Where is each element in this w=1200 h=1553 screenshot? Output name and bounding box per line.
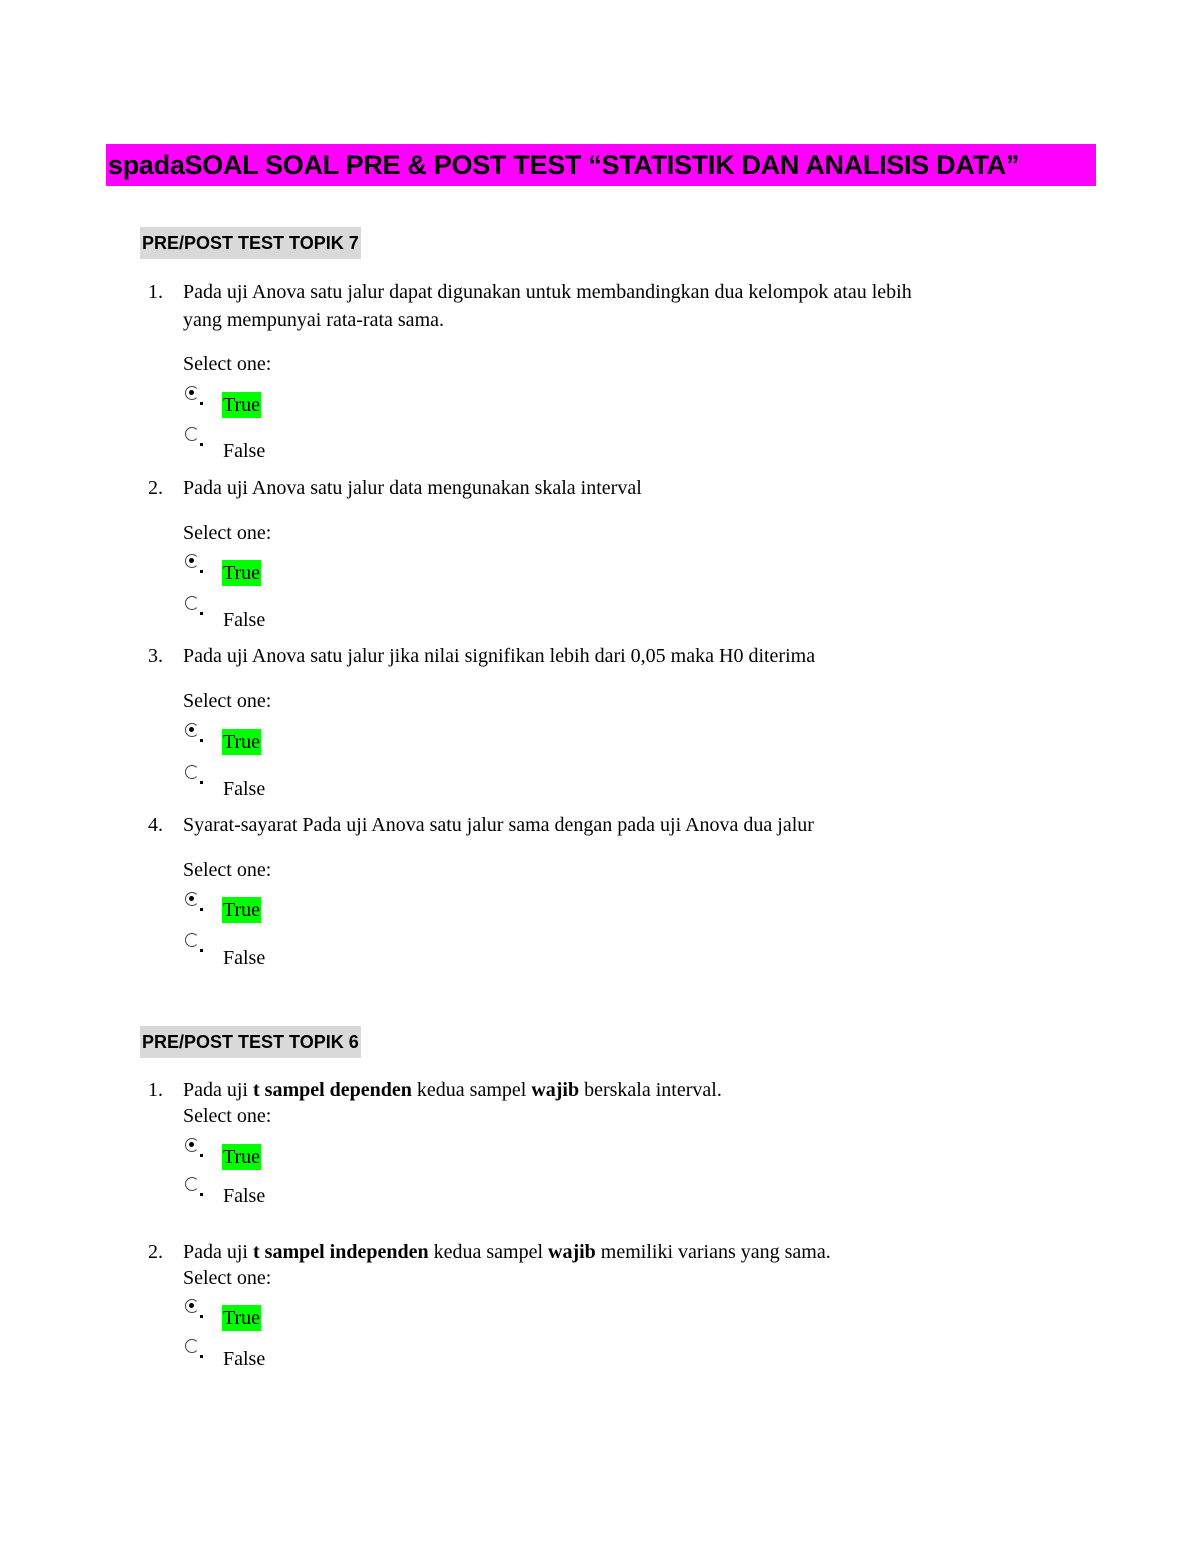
section-heading-topik-6: PRE/POST TEST TOPIK 6 (140, 1026, 361, 1058)
question-text-line: Pada uji Anova satu jalur dapat digunakan untuk membandingkan dua kelompok atau lebih (183, 281, 912, 303)
question-text: Syarat-sayarat Pada uji Anova satu jalur sama dengan pada uji Anova dua jalur (183, 814, 814, 836)
option-false[interactable]: False (223, 778, 266, 800)
select-one-label: Select one: (183, 690, 272, 712)
question-text-line: yang mempunyai rata-rata sama. (183, 309, 444, 331)
option-true[interactable]: True (223, 562, 261, 584)
option-true[interactable]: True (223, 1307, 261, 1329)
radio-false[interactable] (185, 1177, 199, 1191)
radio-false[interactable] (185, 765, 199, 779)
radio-false[interactable] (185, 933, 199, 947)
radio-true-selected[interactable] (185, 1299, 199, 1313)
text-part: Pada uji (183, 1079, 253, 1101)
select-one-label: Select one: (183, 522, 272, 544)
question-text (183, 1238, 1063, 1266)
text-part: kedua sampel (428, 1241, 548, 1263)
text-part-bold: wajib (531, 1079, 580, 1101)
text-part-bold: t sampel independen (253, 1241, 429, 1263)
option-false[interactable]: False (223, 1185, 266, 1207)
option-false[interactable]: False (223, 440, 266, 462)
option-true[interactable]: True (223, 394, 261, 416)
radio-true-selected[interactable] (185, 1138, 199, 1152)
option-true[interactable]: True (223, 1146, 261, 1168)
radio-false[interactable] (185, 427, 199, 441)
radio-true-selected[interactable] (185, 723, 199, 737)
question-number: 4. (148, 814, 163, 836)
radio-false[interactable] (185, 1339, 199, 1353)
question-text: Pada uji Anova satu jalur jika nilai signifikan lebih dari 0,05 maka H0 diterima (183, 645, 816, 667)
option-false[interactable]: False (223, 1348, 266, 1370)
text-part: Pada uji (183, 1241, 253, 1263)
select-one-label: Select one: (183, 859, 272, 881)
select-one-label: Select one: (183, 1105, 272, 1127)
question-number: 2. (148, 1241, 163, 1263)
select-one-label: Select one: (183, 353, 272, 375)
text-part: memiliki varians yang sama. (595, 1241, 831, 1263)
radio-false[interactable] (185, 596, 199, 610)
radio-true-selected[interactable] (185, 554, 199, 568)
radio-true-selected[interactable] (185, 386, 199, 400)
text-part-bold: wajib (548, 1241, 596, 1263)
text-part: kedua sampel (411, 1079, 532, 1101)
option-true[interactable]: True (223, 899, 261, 921)
page-title: spadaSOAL SOAL PRE & POST TEST “STATISTIK DAN ANALISIS DATA” (106, 144, 1096, 186)
question-text (183, 1076, 1063, 1104)
section-heading-topik-7: PRE/POST TEST TOPIK 7 (140, 227, 361, 259)
option-true[interactable]: True (223, 731, 261, 753)
text-part: berskala interval. (579, 1079, 722, 1101)
question-text (183, 278, 1063, 334)
select-one-label: Select one: (183, 1267, 272, 1289)
option-false[interactable]: False (223, 947, 266, 969)
question-number: 1. (148, 281, 163, 303)
question-number: 1. (148, 1079, 163, 1101)
question-number: 2. (148, 477, 163, 499)
question-text: Pada uji Anova satu jalur data mengunakan skala interval (183, 477, 642, 499)
radio-true-selected[interactable] (185, 892, 199, 906)
question-number: 3. (148, 645, 163, 667)
text-part-bold: t sampel dependen (253, 1079, 412, 1101)
option-false[interactable]: False (223, 609, 266, 631)
